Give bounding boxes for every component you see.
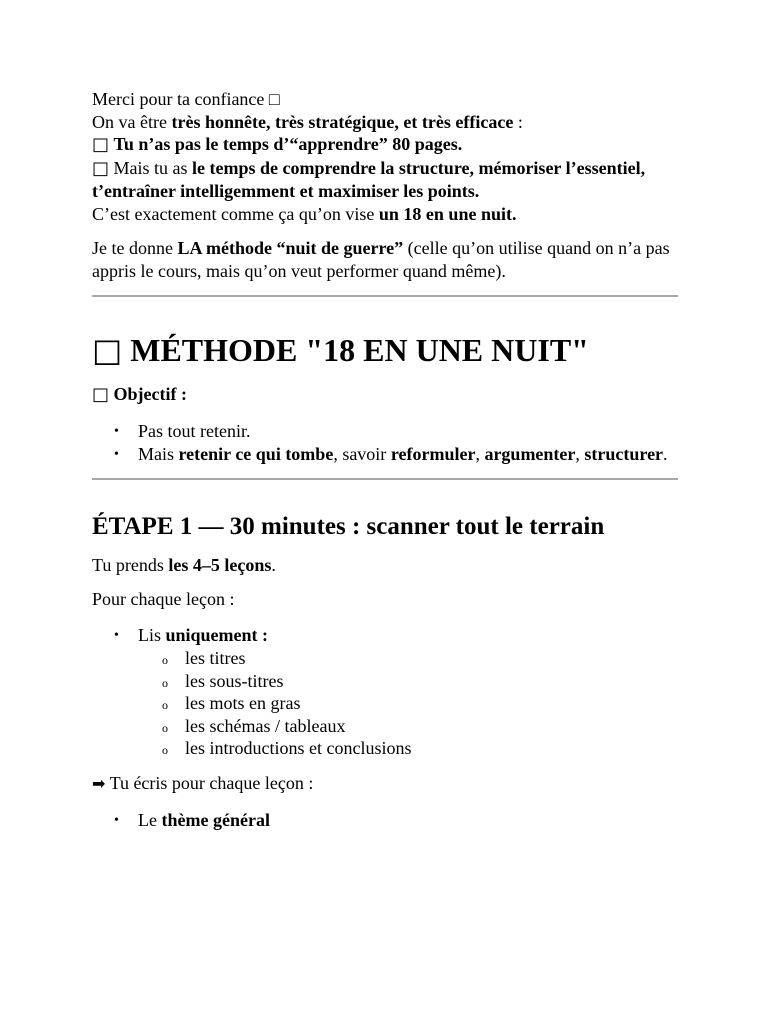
intro-paragraph bbox=[92, 88, 678, 225]
step-1-bold: les 4–5 leçons bbox=[168, 555, 272, 575]
intro-line-2 bbox=[92, 111, 678, 134]
objective-label: Objectif : bbox=[113, 384, 187, 404]
horizontal-divider bbox=[92, 295, 678, 297]
list-item-text: , bbox=[575, 444, 585, 464]
document-page bbox=[92, 88, 678, 832]
list-item-text: Le bbox=[138, 809, 162, 830]
horizontal-divider bbox=[92, 478, 678, 480]
intro-thanks: Merci pour ta confiance □ bbox=[92, 89, 280, 109]
missing-glyph-icon: □ bbox=[92, 157, 110, 179]
list-item-text: . bbox=[663, 444, 668, 464]
intro-line-5 bbox=[92, 203, 678, 226]
list-item-bold: uniquement : bbox=[165, 625, 269, 645]
intro-line-2-text: On va être bbox=[92, 111, 172, 132]
intro-line-3 bbox=[92, 133, 678, 157]
list-item-text: Lis bbox=[138, 625, 166, 645]
sublist-item: o les introductions et conclusions bbox=[185, 737, 678, 760]
method-text-end: (celle qu’on utilise quand on n’a pas appris le cours, mais qu’on veut performer quand même). bbox=[92, 238, 670, 281]
list-item-text: , savoir bbox=[333, 444, 391, 464]
page-title bbox=[92, 331, 678, 369]
list-item-text: Mais bbox=[138, 444, 179, 464]
list-item bbox=[138, 420, 678, 443]
objective-heading bbox=[92, 383, 678, 406]
missing-glyph-icon: □ bbox=[92, 331, 123, 369]
step-1-intro bbox=[92, 554, 678, 576]
intro-line-5-bold: un 18 en une nuit. bbox=[378, 203, 517, 224]
read-sublist bbox=[138, 647, 678, 760]
sublist-item: o les mots en gras bbox=[185, 692, 678, 715]
method-bold: LA méthode “nuit de guerre” bbox=[177, 238, 404, 258]
intro-line-2-end: : bbox=[513, 111, 523, 132]
method-text: Je te donne bbox=[92, 238, 178, 258]
list-item-text: , bbox=[475, 444, 485, 464]
list-item bbox=[138, 443, 678, 466]
write-list bbox=[92, 809, 678, 832]
list-item-bold: reformuler bbox=[390, 444, 476, 464]
read-list bbox=[92, 624, 678, 760]
intro-line-4-text: Mais tu as bbox=[109, 157, 193, 178]
right-arrow-icon: ➡ bbox=[92, 773, 106, 793]
write-instruction-text: Tu écris pour chaque leçon : bbox=[105, 772, 314, 793]
intro-line-4 bbox=[92, 157, 678, 203]
each-lesson-label: Pour chaque leçon : bbox=[92, 589, 235, 609]
page-title-text: MÉTHODE "18 EN UNE NUIT" bbox=[130, 332, 589, 368]
list-item-bold: argumenter bbox=[484, 444, 576, 464]
method-paragraph bbox=[92, 237, 678, 283]
step-1-heading: ÉTAPE 1 — 30 minutes : scanner tout le terrain bbox=[92, 513, 605, 540]
objective-list bbox=[92, 420, 678, 466]
list-item-bold: structurer bbox=[584, 444, 664, 464]
sublist-item: o les sous-titres bbox=[185, 670, 678, 693]
intro-line-3-bold: Tu n’as pas le temps d’“apprendre” 80 pages. bbox=[113, 134, 463, 154]
list-item-bold: thème général bbox=[161, 809, 270, 830]
missing-glyph-icon: □ bbox=[92, 384, 110, 405]
write-instruction bbox=[92, 772, 678, 795]
intro-line-2-bold: très honnête, très stratégique, et très efficace bbox=[171, 111, 514, 132]
list-item-bold: retenir ce qui tombe bbox=[178, 444, 334, 464]
sublist-item: o les schémas / tableaux bbox=[185, 715, 678, 738]
list-item-text: Pas tout retenir. bbox=[138, 421, 251, 441]
step-1-text: Tu prends bbox=[92, 555, 169, 575]
list-item bbox=[138, 624, 678, 760]
missing-glyph-icon: □ bbox=[92, 134, 110, 155]
list-item bbox=[138, 809, 678, 832]
sublist-item: o les titres bbox=[185, 647, 678, 670]
intro-line-5-text: C’est exactement comme ça qu’on vise bbox=[92, 203, 379, 224]
step-1-text-end: . bbox=[271, 555, 276, 575]
intro-line-4-bold: le temps de comprendre la structure, mémoriser l’essentiel, t’entraîner intelligemment et maximiser les points. bbox=[92, 157, 646, 201]
